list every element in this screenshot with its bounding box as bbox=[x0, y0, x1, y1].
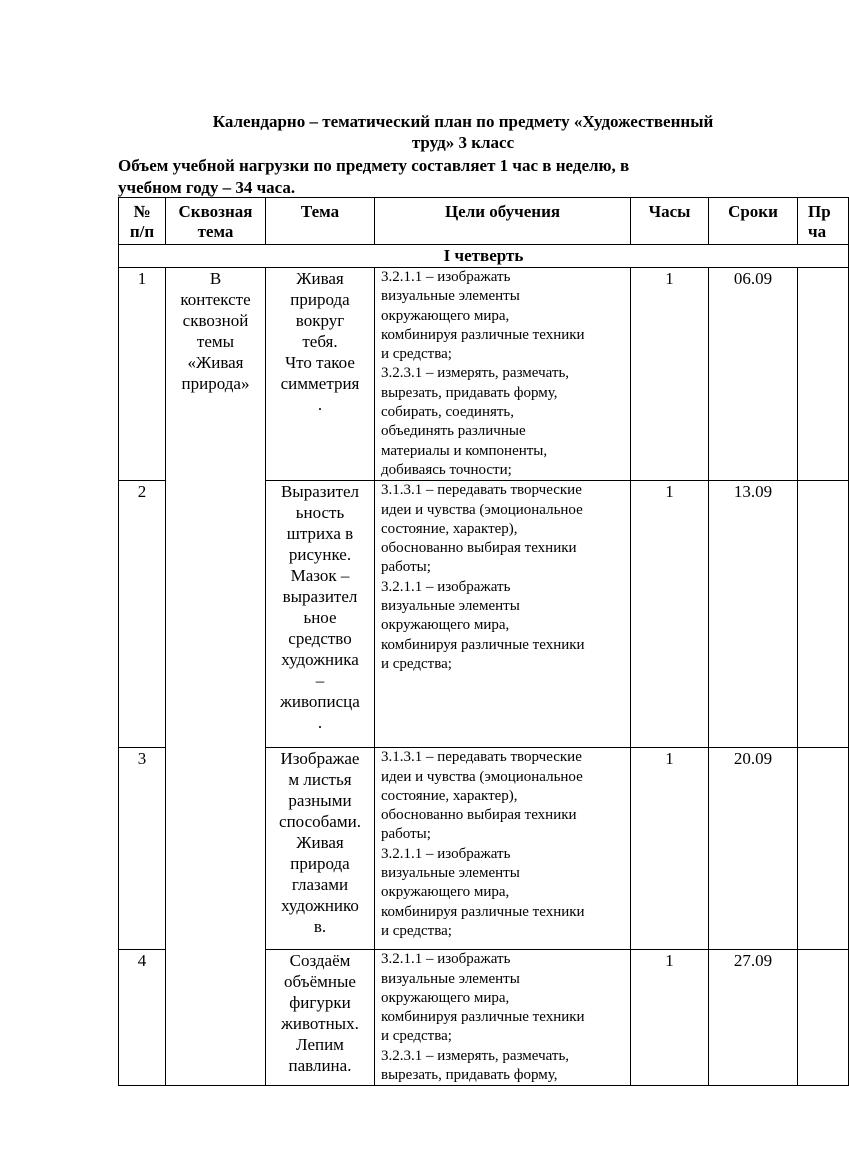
quarter-label: I четверть bbox=[119, 245, 849, 268]
topic-cell: Изображае м листья разными способами. Живая природа глазами художнико в. bbox=[266, 748, 375, 950]
notes-cell bbox=[798, 950, 849, 1086]
table-row bbox=[119, 268, 849, 481]
title-line-1: Календарно – тематический план по предмету «Художественный bbox=[212, 112, 714, 131]
date-cell: 20.09 bbox=[709, 748, 798, 950]
row-number: 3 bbox=[119, 748, 166, 950]
notes-cell bbox=[798, 748, 849, 950]
hours-cell: 1 bbox=[631, 748, 709, 950]
hours-cell: 1 bbox=[631, 481, 709, 748]
goals-cell: 3.1.3.1 – передавать творческие идеи и чувства (эмоциональное состояние, характер), обоснованно выбирая техники работы; 3.2.1.1 – изображать визуальные элементы окружающего мира, комбинируя различные техники и средства; bbox=[375, 481, 631, 748]
thematic-plan-table bbox=[118, 197, 849, 1086]
topic-cell: Создаём объёмные фигурки животных. Лепим павлина. bbox=[266, 950, 375, 1086]
document-title bbox=[118, 111, 808, 153]
topic-cell: Выразител ьность штриха в рисунке. Мазок – выразител ьное средство художника – живописца . bbox=[266, 481, 375, 748]
column-header-goals: Цели обучения bbox=[375, 198, 631, 245]
column-header-dates: Сроки bbox=[709, 198, 798, 245]
subtitle-line-2: учебном году – 34 часа. bbox=[118, 178, 296, 197]
goals-cell: 3.2.1.1 – изображать визуальные элементы окружающего мира, комбинируя различные техники и средства; 3.2.3.1 – измерять, размечать, вырезать, придавать форму, собирать, соединять, объединять различные материалы и компоненты, добиваясь точности; bbox=[375, 268, 631, 481]
column-header-number: № п/п bbox=[119, 198, 166, 245]
date-cell: 06.09 bbox=[709, 268, 798, 481]
cross-theme-cell: В контексте сквозной темы «Живая природа» bbox=[166, 268, 266, 1086]
quarter-row bbox=[119, 245, 849, 268]
column-header-cross-theme: Сквозная тема bbox=[166, 198, 266, 245]
notes-cell bbox=[798, 268, 849, 481]
workload-statement bbox=[118, 155, 758, 199]
column-header-notes: Пр ча bbox=[798, 198, 849, 245]
goals-cell: 3.2.1.1 – изображать визуальные элементы окружающего мира, комбинируя различные техники и средства; 3.2.3.1 – измерять, размечать, вырезать, придавать форму, bbox=[375, 950, 631, 1086]
notes-cell bbox=[798, 481, 849, 748]
date-cell: 13.09 bbox=[709, 481, 798, 748]
hours-cell: 1 bbox=[631, 950, 709, 1086]
date-cell: 27.09 bbox=[709, 950, 798, 1086]
hours-cell: 1 bbox=[631, 268, 709, 481]
column-header-hours: Часы bbox=[631, 198, 709, 245]
row-number: 4 bbox=[119, 950, 166, 1086]
goals-cell: 3.1.3.1 – передавать творческие идеи и чувства (эмоциональное состояние, характер), обоснованно выбирая техники работы; 3.2.1.1 – изображать визуальные элементы окружающего мира, комбинируя различные техники и средства; bbox=[375, 748, 631, 950]
row-number: 2 bbox=[119, 481, 166, 748]
title-line-2: труд» 3 класс bbox=[411, 133, 515, 152]
header-row bbox=[119, 198, 849, 245]
column-header-topic: Тема bbox=[266, 198, 375, 245]
row-number: 1 bbox=[119, 268, 166, 481]
topic-cell: Живая природа вокруг тебя. Что такое симметрия . bbox=[266, 268, 375, 481]
subtitle-line-1: Объем учебной нагрузки по предмету составляет 1 час в неделю, в bbox=[118, 156, 630, 175]
